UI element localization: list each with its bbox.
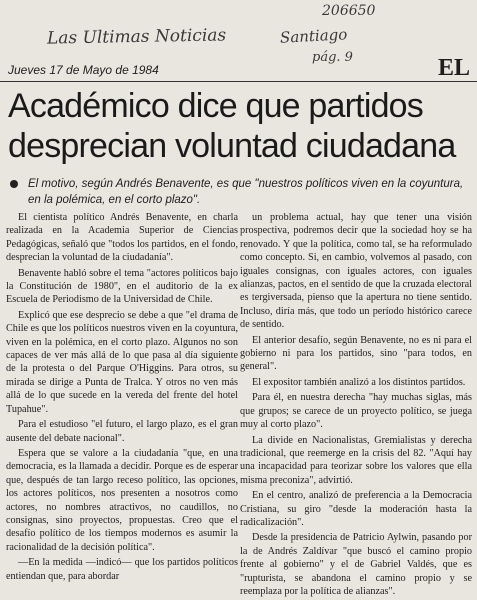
- body-paragraph: Para él, en nuestra derecha "hay muchas siglas, más que grupos; se carece de un proyecto político, se juega muy al corto plazo".: [240, 392, 472, 431]
- body-column-left: [6, 211, 238, 585]
- body-paragraph: Para el estudioso "el futuro, el largo plazo, es el gran ausente del debate nacional".: [6, 419, 238, 444]
- masthead-fragment: EL: [438, 55, 471, 81]
- body-paragraph: El expositor también analizó a los distintos partidos.: [252, 376, 466, 388]
- body-paragraph: —En la medida —indicó— que los partidos políticos entiendan que, para abordar: [6, 557, 238, 582]
- body-paragraph: Espera que se valore a la ciudadanía "que, en una democracia, es la llamada a decidir. Porque es de esperar que, después de tan largo receso político, las opciones, los actores políticos, nos presenten a nosotros como actores, no nombres atractivos, no caudillos, no consignas, sino proyectos, propuestas. Creo que el desafío político de los tiempos modernos es asumir la racionalidad de la decisión política".: [6, 447, 238, 553]
- handwritten-page-number: pág. 9: [312, 50, 353, 65]
- dateline: Jueves 17 de Mayo de 1984: [8, 63, 159, 77]
- handwritten-clipping-number: 206650: [322, 3, 376, 19]
- body-paragraph: El anterior desafío, según Benavente, no es ni para el gobierno ni para los partidos, sino "para todos, en general".: [240, 334, 472, 373]
- body-paragraph: Explicó que ese desprecio se debe a que "el drama de Chile es que los políticos nuestros viven en la coyuntura, viven en la polémica, en el corto plazo. Algunos no son capaces de ver más allá de lo que pasa al día siguiente de la protesta o del Parque O'Higgins. Para otros, su mirada se dirige a Punta de Tralca. Y otros no ven más allá de lo que sucede en la vereda del frente del hotel Tupahue".: [6, 309, 239, 415]
- body-paragraph: Benavente habló sobre el tema "actores políticos bajo la Constitución de 1980", en el auditorio de la ex Escuela de Periodismo de la Universidad de Chile.: [6, 267, 238, 306]
- top-rule: [0, 81, 477, 82]
- body-paragraph: El cientista político Andrés Benavente, en charla realizada en la Academia Superior de Ciencias Pedagógicas, señaló que "todos los partidos, en el fondo, desprecian la voluntad de la ciudadanía".: [6, 212, 238, 264]
- body-column-right: [240, 211, 472, 600]
- body-paragraph: En el centro, analizó de preferencia a la Democracia Cristiana, su giro "desde la moderación hasta la radicalización".: [240, 490, 472, 528]
- handwritten-source: Las Ultimas Noticias: [46, 25, 227, 49]
- headline-line-2: desprecian voluntad ciudadana: [8, 127, 456, 165]
- handwritten-city: Santiago: [279, 25, 348, 47]
- lead-text: El motivo, según Andrés Benavente, es que "nuestros políticos viven en la coyuntura, en la polémica, en el corto plazo".: [28, 178, 464, 206]
- headline: [8, 86, 474, 166]
- body-paragraph: un problema actual, hay que tener una visión prospectiva, podremos decir que la sociedad hoy se ha renovado. Y que la política, como tal, se ha reformulado como concepto. Si, en cambio, volvemos al pasado, con iguales consignas, con iguales actores, con iguales alianzas, pactos, en el sentido de que la cruzada electoral es tergiversada, pienso que la apertura no tiene sentido. Incluso, diría más, que todo un período histórico carece de sentido.: [240, 212, 472, 331]
- lead-paragraph: [28, 176, 473, 208]
- bullet-icon: [10, 180, 18, 188]
- headline-line-1: Académico dice que partidos: [8, 87, 423, 125]
- body-paragraph: La divide en Nacionalistas, Gremialistas y derecha tradicional, que reemerge en la crisis del 82. "Aquí hay una incapacidad para teorizar sobre los valores que ella misma preconiza", advirtió.: [240, 434, 472, 486]
- body-paragraph: Desde la presidencia de Patricio Aylwin, pasando por la de Andrés Zaldívar "que buscó el camino propio frente al gobierno" y el de Gabriel Valdés, que es "rupturista, se abandona el camino propio y se reemplaza por la política de alianzas".: [240, 532, 472, 597]
